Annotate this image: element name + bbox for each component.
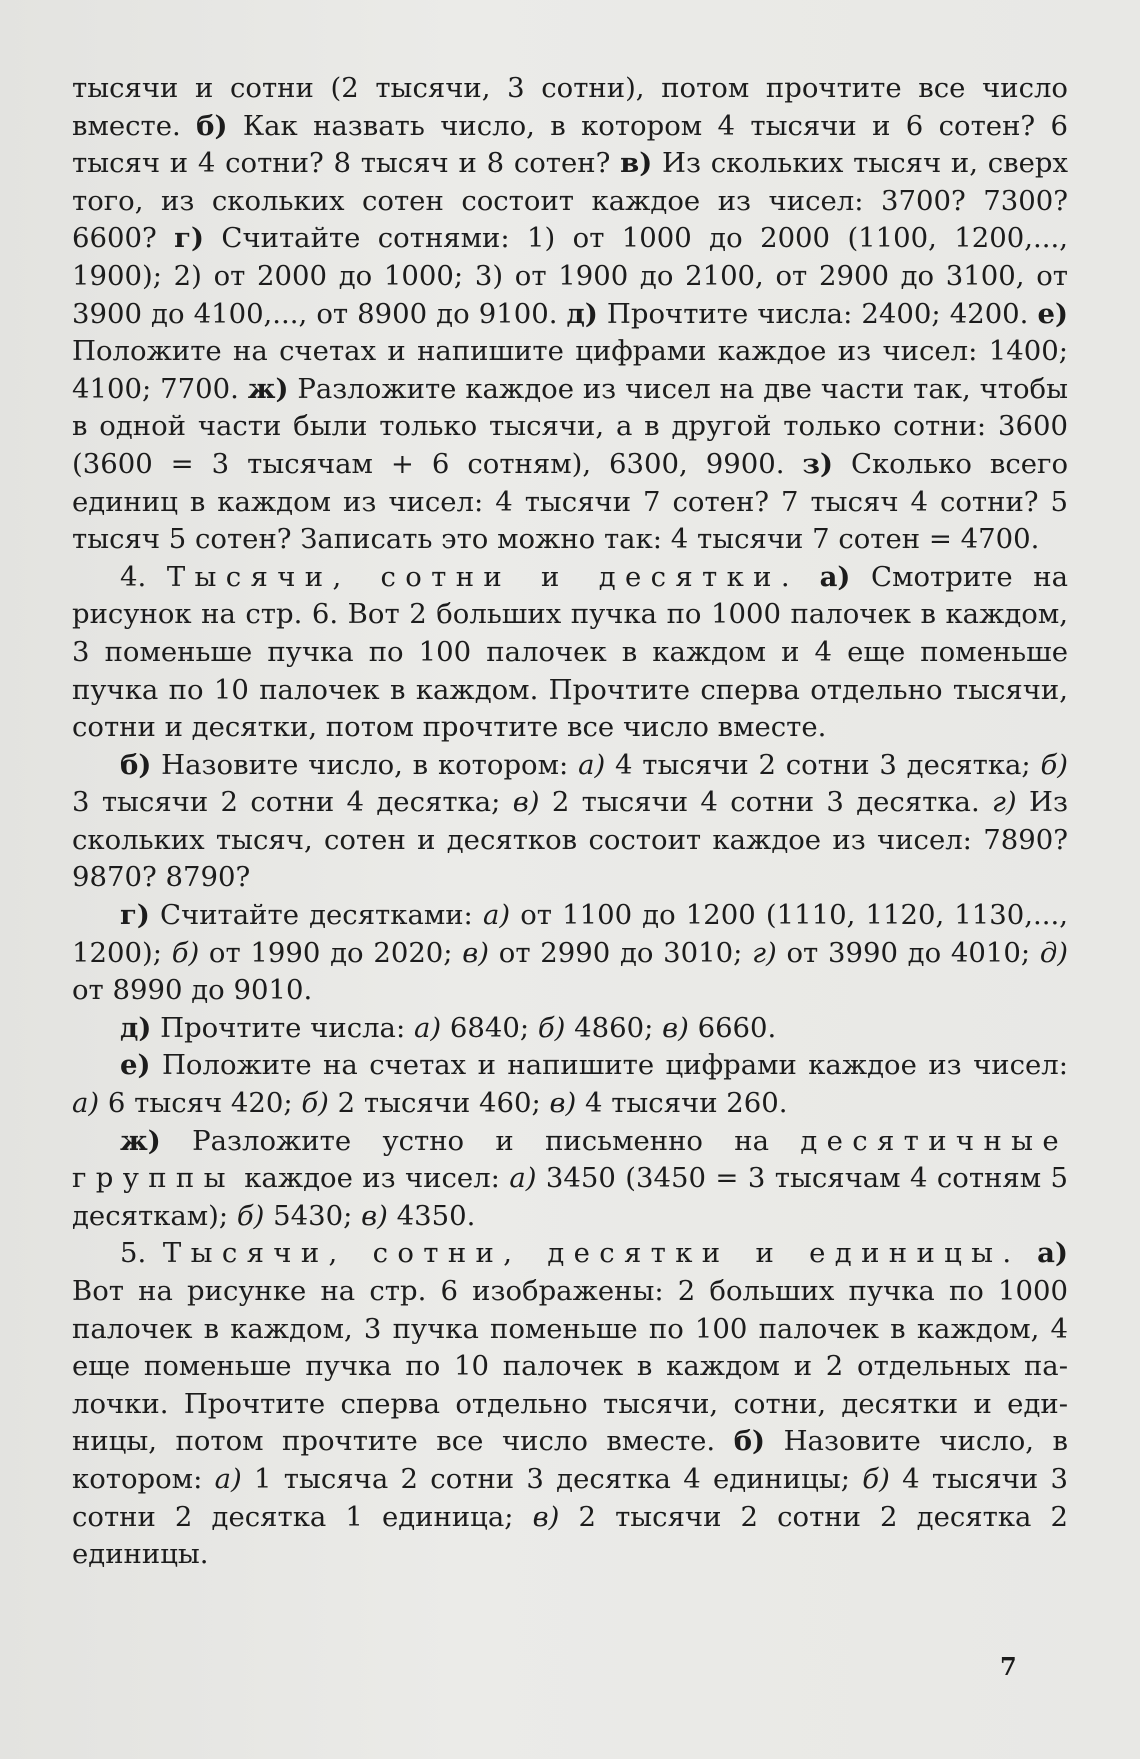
- sub-item-marker: а): [72, 1087, 100, 1120]
- paragraph-exercise-4b: [72, 747, 1068, 897]
- text-run: от 1100 до 1200 (1110, 1120, 1130,..., 1200);: [72, 899, 1068, 969]
- text-run: Положите на счетах и напишите цифрами каждое из чисел:: [150, 1049, 1068, 1082]
- text-run: 5.: [120, 1237, 163, 1270]
- text-run: Разложите каждое из чисел на две части так, чтобы в одной части были только тысячи, а в другой только сотни: 3600 (3600 = 3 тысячам + 6 сотням), 6300, 9900.: [72, 372, 1068, 480]
- item-marker: г): [174, 222, 205, 255]
- text-run: каждое из чисел:: [234, 1162, 510, 1195]
- paragraph-exercise-4: [72, 559, 1068, 747]
- item-marker: ж): [247, 372, 289, 405]
- sub-item-marker: а): [578, 748, 606, 781]
- page-number: 7: [1000, 1652, 1017, 1681]
- sub-item-marker: в): [512, 786, 540, 819]
- text-run: 4 тысячи 3 сотни 2 десятка 1 единица;: [72, 1462, 1069, 1533]
- sub-item-marker: б): [537, 1011, 566, 1044]
- text-run: Прочтите числа: 2400; 4200.: [597, 297, 1038, 330]
- text-run: Назовите число, в котором:: [72, 1425, 1068, 1495]
- text-run: 3450 (3450 = 3 тысячам 4 сотням 5 десяткам);: [72, 1162, 1068, 1232]
- sub-item-marker: б): [862, 1462, 890, 1495]
- text-run: тысячи и сотни (2 тысячи, 3 сотни), потом прочтите все число вместе.: [72, 72, 1068, 142]
- sub-item-marker: г): [992, 786, 1017, 819]
- item-marker: б): [196, 109, 228, 142]
- item-marker: а): [1037, 1237, 1068, 1270]
- item-marker: з): [802, 447, 833, 480]
- text-run: 4860;: [565, 1011, 663, 1044]
- text-run: от 8990 до 9010.: [72, 974, 313, 1007]
- sub-item-marker: б): [236, 1199, 265, 1232]
- paragraph-exercise-4e: [72, 1047, 1068, 1122]
- text-run: Смотрите на рисунок на стр. 6. Вот 2 больших пучка по 1000 палочек в каждом, 3 поменьше пучка по 100 палочек в каждом и 4 еще поменьше пучка по 10 палочек в каждом. Прочтите сперва отдельно тысячи, сотни и десятки, потом прочтите все число вместе.: [72, 560, 1068, 744]
- sub-item-marker: б): [301, 1087, 329, 1120]
- text-run: Сколько всего единиц в каждом из чисел: 4 тысячи 7 сотен? 7 тысяч 4 сотни? 5 тысяч 5 сотен? Записать это можно так: 4 тысячи 7 сотен = 4700.: [72, 447, 1068, 556]
- text-run: 2 тысячи 4 сотни 3 десятка.: [539, 786, 993, 819]
- section-heading: Тысячи, сотни и десятки.: [166, 560, 799, 593]
- paragraph-exercise-4g: [72, 897, 1068, 1010]
- text-run: 4.: [120, 560, 167, 593]
- text-run: [799, 561, 820, 593]
- text-run: 3 тысячи 2 сотни 4 десятка;: [72, 786, 513, 819]
- item-marker: г): [120, 899, 150, 932]
- text-run: 2 тысячи 2 сотни 2 десятка 2 единицы.: [72, 1500, 1069, 1571]
- section-heading: десятичные группы: [72, 1124, 1068, 1195]
- text-run: от 3990 до 4010;: [776, 936, 1040, 969]
- paragraph-exercise-4d: [72, 1010, 1068, 1048]
- sub-item-marker: в): [462, 936, 490, 969]
- text-run: 5430;: [264, 1199, 362, 1232]
- item-marker: б): [733, 1425, 766, 1458]
- text-run: Считайте сотнями: 1) от 1000 до 2000 (1100, 1200,..., 1900); 2) от 2000 до 1000; 3) от 1900 до 2100, от 2900 до 3100, от 3900 до 4100,..., от 8900 до 9100.: [72, 222, 1068, 330]
- sub-item-marker: б): [1040, 748, 1068, 781]
- text-run: от 2990 до 3010;: [489, 936, 753, 969]
- text-run: 6840;: [441, 1011, 538, 1044]
- text-run: Назовите число, в котором:: [151, 748, 579, 781]
- item-marker: а): [819, 560, 851, 593]
- text-run: Из скольких тысяч и, сверх того, из скольких сотен состоит каждое из чисел: 3700? 7300? 6600?: [72, 147, 1068, 255]
- page-text: [72, 70, 1068, 1574]
- paragraph-exercise-5: [72, 1235, 1068, 1573]
- item-marker: д): [120, 1011, 152, 1044]
- sub-item-marker: в): [361, 1199, 388, 1232]
- text-run: [1020, 1237, 1037, 1269]
- sub-item-marker: в): [532, 1500, 560, 1533]
- text-run: 4 тысячи 2 сотни 3 десятка;: [605, 748, 1041, 781]
- text-run: Считайте десятками:: [149, 899, 483, 932]
- text-run: 2 тысячи 460;: [328, 1087, 550, 1120]
- item-marker: б): [120, 748, 152, 781]
- sub-item-marker: в): [549, 1087, 577, 1120]
- text-run: Как назвать число, в котором 4 тысячи и 6 сотен? 6 тысяч и 4 сотни? 8 тысяч и 8 сотен?: [72, 109, 1068, 180]
- sub-item-marker: а): [214, 1462, 242, 1495]
- sub-item-marker: д): [1039, 936, 1069, 969]
- text-run: 6660.: [688, 1011, 777, 1044]
- text-run: Из скольких тысяч, сотен и десятков состоит каждое из чисел: 7890? 9870? 8790?: [72, 786, 1068, 894]
- text-run: 6 тысяч 420;: [99, 1087, 302, 1120]
- text-run: 4350.: [387, 1199, 476, 1232]
- sub-item-marker: в): [662, 1011, 689, 1044]
- text-run: Разложите устно и письменно на: [160, 1124, 801, 1157]
- paragraph-exercise-4zh: [72, 1123, 1068, 1236]
- sub-item-marker: а): [482, 899, 511, 932]
- text-run: Прочтите числа:: [151, 1011, 414, 1044]
- section-heading: Тысячи, сотни, десятки и единицы.: [162, 1237, 1021, 1270]
- item-marker: в): [620, 147, 653, 180]
- text-run: Положите на счетах и напишите цифрами каждое из чисел: 1400; 4100; 7700.: [72, 335, 1068, 405]
- text-run: 4 тысячи 260.: [576, 1087, 788, 1120]
- text-run: 1 тысяча 2 сотни 3 десятка 4 единицы;: [241, 1462, 863, 1495]
- text-run: Вот на рисунке на стр. 6 изображены: 2 больших пучка по 1000 палочек в каждом, 3 пучка поменьше по 100 палочек в каждом, 4 еще поменьше пучка по 10 палочек в каждом и 2 отдельных палочки. Прочтите сперва отдельно тысячи, сотни, десятки и единицы, потом прочтите все число вместе.: [72, 1275, 1068, 1458]
- paragraph-continuation: [72, 70, 1068, 559]
- item-marker: д): [566, 297, 598, 330]
- sub-item-marker: а): [413, 1011, 442, 1044]
- item-marker: е): [1037, 297, 1068, 330]
- text-run: от 1990 до 2020;: [199, 936, 463, 969]
- item-marker: е): [120, 1049, 151, 1082]
- item-marker: ж): [120, 1124, 161, 1157]
- sub-item-marker: а): [509, 1162, 537, 1195]
- sub-item-marker: б): [171, 936, 200, 969]
- sub-item-marker: г): [752, 936, 777, 969]
